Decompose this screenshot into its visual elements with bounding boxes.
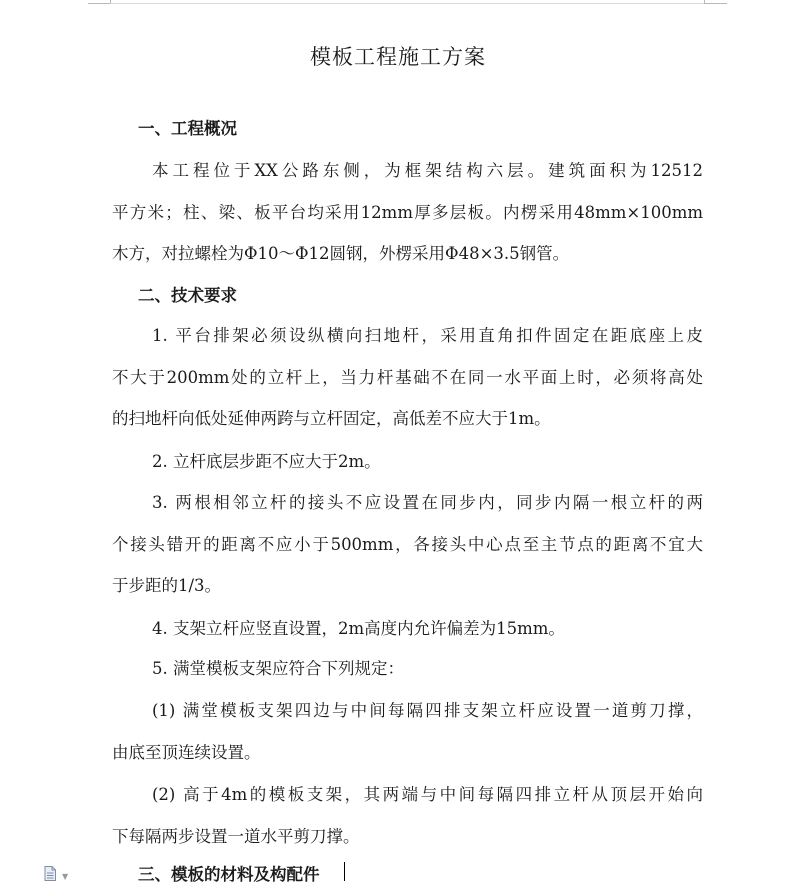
paragraph-sub-2 xyxy=(112,774,703,857)
text-line: 由底至顶连续设置。 xyxy=(112,742,261,762)
text-line: 5. 满堂模板支架应符合下列规定： xyxy=(152,659,404,678)
corner-mark-top-left xyxy=(88,0,111,4)
document-title: 模板工程施工方案 xyxy=(310,45,486,69)
paragraph-item-3 xyxy=(112,482,703,607)
text-line: 下每隔两步设置一道水平剪刀撑。 xyxy=(112,826,360,846)
chevron-down-icon[interactable]: ▼ xyxy=(62,872,69,881)
text-line: 平方米；柱、梁、板平台均采用12mm厚多层板。内楞采用48mm×100mm xyxy=(112,202,703,222)
section-heading-materials: 三、模板的材料及构配件 xyxy=(138,865,320,884)
corner-mark-top-right xyxy=(704,0,727,4)
text-line: 于步距的1/3。 xyxy=(112,576,222,596)
text-line: 的扫地杆向低处延伸两跨与立杆固定，高低差不应大于1m。 xyxy=(112,409,551,429)
document-icon[interactable] xyxy=(44,866,56,881)
page-top-border xyxy=(110,3,704,4)
text-line: 个接头错开的距离不应小于500mm，各接头中心点至主节点的距离不宜大 xyxy=(112,534,703,554)
section-heading-overview: 一、工程概况 xyxy=(138,119,237,138)
paragraph-item-2 xyxy=(112,441,703,483)
section-heading-requirements: 二、技术要求 xyxy=(138,286,237,305)
text-line: 3. 两根相邻立杆的接头不应设置在同步内，同步内隔一根立杆的两 xyxy=(152,493,703,512)
paragraph-overview xyxy=(112,150,703,275)
paragraph-item-4 xyxy=(112,608,703,650)
text-cursor xyxy=(344,862,345,881)
text-line: 2. 立杆底层步距不应大于2m。 xyxy=(152,452,381,471)
text-line: (2) 高于4m的模板支架，其两端与中间每隔四排立杆从顶层开始向 xyxy=(152,785,703,804)
text-line: 不大于200mm处的立杆上，当力杆基础不在同一水平面上时，必须将高处 xyxy=(112,367,703,387)
paragraph-item-1 xyxy=(112,315,703,440)
paragraph-sub-1 xyxy=(112,690,703,773)
text-line: 4. 支架立杆应竖直设置，2m高度内允许偏差为15mm。 xyxy=(152,619,565,638)
text-line: 1. 平台排架必须设纵横向扫地杆，采用直角扣件固定在距底座上皮 xyxy=(152,326,703,345)
paragraph-item-5 xyxy=(112,648,703,690)
text-line: 本工程位于XX公路东侧，为框架结构六层。建筑面积为12512 xyxy=(152,161,703,180)
text-line: 木方，对拉螺栓为Φ10～Φ12圆钢，外楞采用Φ48×3.5钢管。 xyxy=(112,244,570,264)
text-line: (1) 满堂模板支架四边与中间每隔四排支架立杆应设置一道剪刀撑， xyxy=(152,701,703,720)
